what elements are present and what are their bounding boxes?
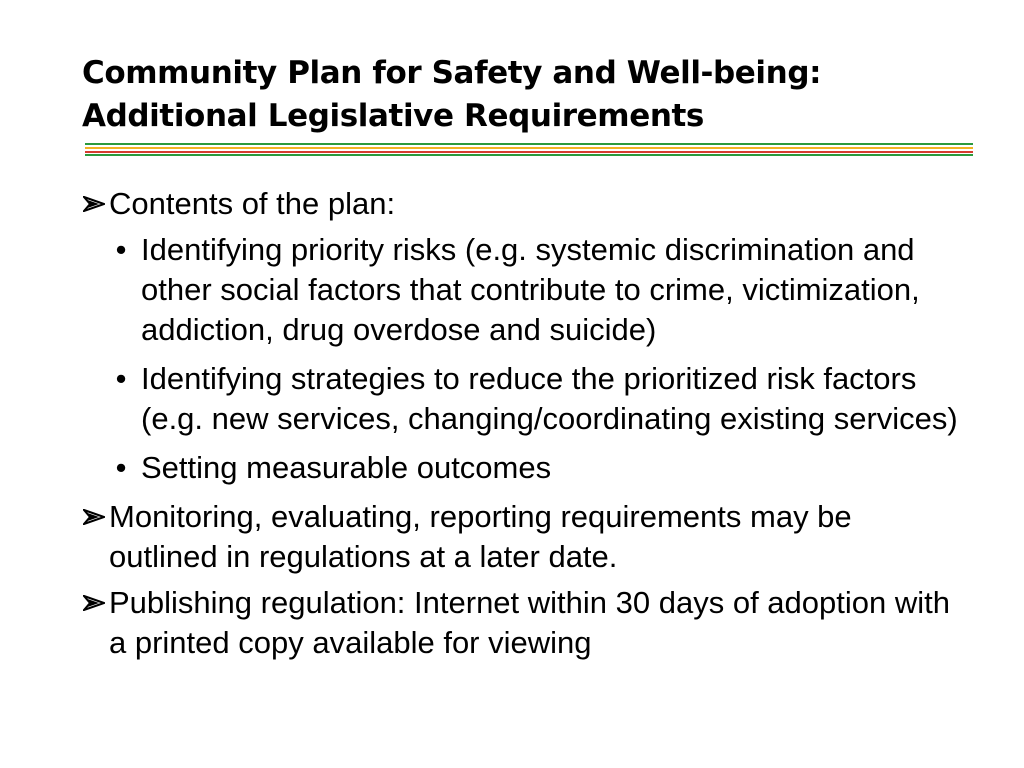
- bullet-text: Contents of the plan:: [109, 186, 396, 221]
- slide-title: [82, 52, 982, 138]
- arrow-bullet-icon: [82, 497, 106, 537]
- sub-bullet-glyph: •: [115, 450, 127, 485]
- divider-line-green-bottom: [85, 154, 973, 156]
- divider-line-green: [85, 143, 973, 145]
- sub-bullet-priority-risks: [82, 230, 962, 350]
- sub-bullet-glyph: •: [115, 232, 127, 267]
- title-line-1: Community Plan for Safety and Well-being:: [82, 55, 822, 91]
- sub-bullet-list: [82, 230, 962, 488]
- title-divider: [85, 143, 973, 157]
- bullet-text: Publishing regulation: Internet within 30 days of adoption with a printed copy available for viewing: [109, 585, 950, 660]
- bullet-contents-of-plan: [82, 184, 962, 224]
- arrow-bullet-icon: [82, 583, 106, 623]
- sub-bullet-glyph: •: [115, 361, 127, 396]
- slide-body: [82, 184, 962, 669]
- sub-bullet-outcomes: [82, 448, 962, 488]
- title-line-2: Additional Legislative Requirements: [82, 98, 704, 134]
- arrow-bullet-icon: [82, 184, 106, 224]
- sub-bullet-strategies: [82, 359, 962, 439]
- divider-line-red: [85, 151, 973, 153]
- bullet-monitoring: [82, 497, 962, 577]
- bullet-text: Monitoring, evaluating, reporting requirements may be outlined in regulations at a later date.: [109, 499, 852, 574]
- bullet-publishing: [82, 583, 962, 663]
- sub-bullet-text: Setting measurable outcomes: [141, 450, 552, 485]
- sub-bullet-text: Identifying priority risks (e.g. systemic discrimination and other social factors that contribute to crime, victimization, addiction, drug overdose and suicide): [141, 232, 920, 347]
- divider-line-yellow: [85, 147, 973, 149]
- sub-bullet-text: Identifying strategies to reduce the prioritized risk factors (e.g. new services, changing/coordinating existing services): [141, 361, 958, 436]
